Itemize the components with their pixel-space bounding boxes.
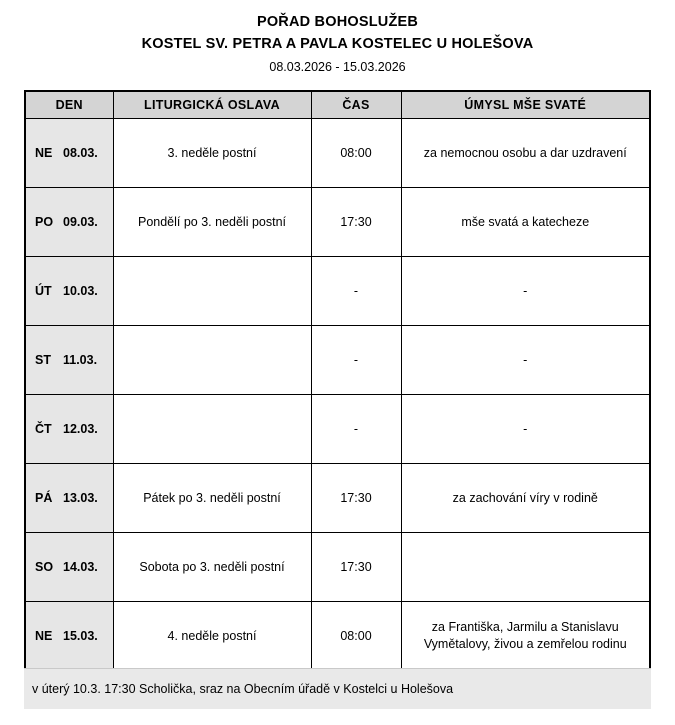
cell-day <box>25 326 113 395</box>
page-header <box>0 0 675 76</box>
cell-time: 17:30 <box>311 533 401 602</box>
cell-intention: za zachování víry v rodině <box>401 464 650 533</box>
schedule-table <box>24 90 651 672</box>
cell-liturgy <box>113 326 311 395</box>
day-date: 10.03. <box>63 284 98 298</box>
cell-day <box>25 188 113 257</box>
day-of-week: ÚT <box>35 284 52 298</box>
table-header <box>25 91 650 119</box>
cell-time: 17:30 <box>311 464 401 533</box>
cell-day <box>25 533 113 602</box>
cell-liturgy <box>113 395 311 464</box>
cell-day <box>25 464 113 533</box>
column-header-liturgy: LITURGICKÁ OSLAVA <box>113 91 311 119</box>
table-row <box>25 119 650 188</box>
day-date: 14.03. <box>63 560 98 574</box>
column-header-intention: ÚMYSL MŠE SVATÉ <box>401 91 650 119</box>
cell-day <box>25 119 113 188</box>
page-title: POŘAD BOHOSLUŽEB <box>256 14 419 30</box>
day-date: 15.03. <box>63 629 98 643</box>
footnote: v úterý 10.3. 17:30 Scholička, sraz na Obecním úřadě v Kostelci u Holešova <box>24 668 651 709</box>
schedule-table-wrap <box>24 90 651 672</box>
cell-time: - <box>311 326 401 395</box>
day-of-week: SO <box>35 560 54 574</box>
table-row <box>25 602 650 672</box>
cell-intention <box>401 533 650 602</box>
cell-intention: - <box>401 326 650 395</box>
day-date: 11.03. <box>63 353 98 367</box>
day-date: 09.03. <box>63 215 98 229</box>
column-header-day: DEN <box>25 91 113 119</box>
cell-liturgy: Pátek po 3. neděli postní <box>113 464 311 533</box>
day-date: 12.03. <box>63 422 98 436</box>
cell-intention: za Františka, Jarmilu a Stanislavu Vymětalovy, živou a zemřelou rodinu <box>401 602 650 672</box>
day-of-week: NE <box>35 629 53 643</box>
day-date: 08.03. <box>63 146 98 160</box>
cell-time: 17:30 <box>311 188 401 257</box>
table-row <box>25 188 650 257</box>
cell-day <box>25 395 113 464</box>
cell-liturgy: 4. neděle postní <box>113 602 311 672</box>
cell-day <box>25 602 113 672</box>
table-row <box>25 326 650 395</box>
church-name: KOSTEL SV. PETRA A PAVLA KOSTELEC U HOLEŠOVA <box>141 36 534 52</box>
cell-intention: - <box>401 395 650 464</box>
cell-intention: mše svatá a katecheze <box>401 188 650 257</box>
cell-intention: za nemocnou osobu a dar uzdravení <box>401 119 650 188</box>
day-of-week: ST <box>35 353 51 367</box>
cell-liturgy <box>113 257 311 326</box>
cell-time: - <box>311 395 401 464</box>
cell-intention: - <box>401 257 650 326</box>
table-body <box>25 119 650 672</box>
column-header-time: ČAS <box>311 91 401 119</box>
table-row <box>25 533 650 602</box>
day-of-week: PÁ <box>35 491 53 505</box>
cell-time: 08:00 <box>311 119 401 188</box>
cell-time: - <box>311 257 401 326</box>
day-of-week: ČT <box>35 422 52 436</box>
day-date: 13.03. <box>63 491 98 505</box>
table-row <box>25 395 650 464</box>
cell-day <box>25 257 113 326</box>
date-range: 08.03.2026 - 15.03.2026 <box>269 60 406 74</box>
day-of-week: PO <box>35 215 54 229</box>
table-row <box>25 257 650 326</box>
day-of-week: NE <box>35 146 53 160</box>
cell-liturgy: 3. neděle postní <box>113 119 311 188</box>
table-row <box>25 464 650 533</box>
table-header-row <box>25 91 650 119</box>
cell-liturgy: Sobota po 3. neděli postní <box>113 533 311 602</box>
cell-liturgy: Pondělí po 3. neděli postní <box>113 188 311 257</box>
cell-time: 08:00 <box>311 602 401 672</box>
